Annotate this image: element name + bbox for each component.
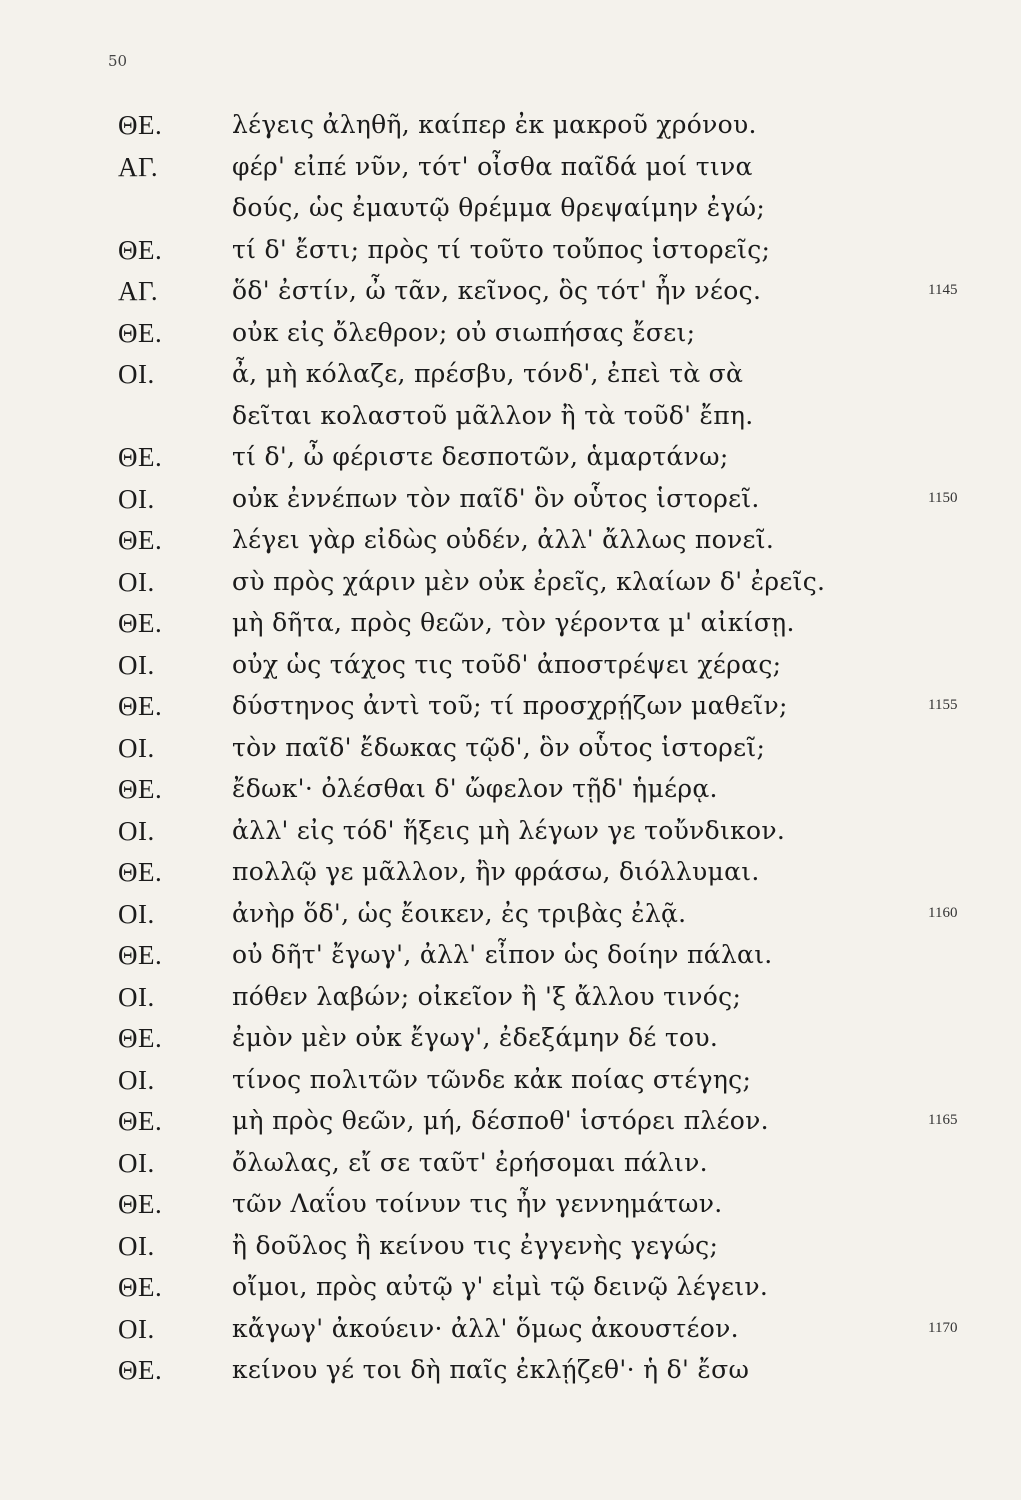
verse-line (0, 276, 1021, 318)
verse-text: ἀλλ' εἰς τόδ' ἥξεις μὴ λέγων γε τοὔνδικον. (232, 815, 786, 845)
verse-text: δούς, ὡς ἐμαυτῷ θρέμμα θρεψαίμην ἐγώ; (232, 193, 766, 222)
verse-line (0, 940, 1021, 982)
verse-line (0, 608, 1021, 650)
verse-line (0, 1106, 1021, 1148)
speaker-label: ΟΙ. (118, 649, 155, 680)
verse-line (0, 1355, 1021, 1397)
verse-text: ὄλωλας, εἴ σε ταῦτ' ἐρήσομαι πάλιν. (232, 1147, 708, 1177)
verse-line (0, 359, 1021, 401)
speaker-label: ΟΙ. (118, 359, 155, 389)
verse-line (0, 1189, 1021, 1231)
verse-line (0, 1023, 1021, 1065)
speaker-label: ΟΙ. (118, 1064, 155, 1095)
verse-line (0, 857, 1021, 899)
verse-text: τῶν Λαΐου τοίνυν τις ἦν γεννημάτων. (232, 1189, 723, 1218)
line-number: 1160 (928, 904, 958, 921)
speaker-label: ΟΙ. (118, 1313, 155, 1344)
verse-text: ἆ, μὴ κόλαζε, πρέσβυ, τόνδ', ἐπεὶ τὰ σὰ (232, 359, 744, 388)
speaker-label: ΟΙ. (118, 483, 155, 514)
verse-line (0, 982, 1021, 1024)
verse-text: τί δ' ἔστι; πρὸς τί τοῦτο τοὔπος ἱστορεῖς; (232, 234, 771, 264)
verse-line (0, 484, 1021, 526)
verse-line (0, 1231, 1021, 1273)
verse-text: λέγει γὰρ εἰδὼς οὐδέν, ἀλλ' ἄλλως πονεῖ. (232, 525, 775, 554)
verse-line (0, 442, 1021, 484)
verse-text: πόθεν λαβών; οἰκεῖον ἢ 'ξ ἄλλου τινός; (232, 981, 742, 1011)
verse-text: πολλῷ γε μᾶλλον, ἢν φράσω, διόλλυμαι. (232, 857, 760, 886)
speaker-label: ΟΙ. (118, 566, 155, 597)
speaker-label: ΘΕ. (118, 1106, 163, 1136)
verse-text: οὐχ ὡς τάχος τις τοῦδ' ἀποστρέψει χέρας; (232, 649, 782, 679)
verse-line (0, 774, 1021, 816)
verse-line (0, 1272, 1021, 1314)
speaker-label: ΟΙ. (118, 898, 155, 929)
verse-text: οὐκ εἰς ὄλεθρον; οὐ σιωπήσας ἔσει; (232, 317, 696, 347)
speaker-label: ΟΙ. (118, 1230, 155, 1261)
verse-text: σὺ πρὸς χάριν μὲν οὐκ ἐρεῖς, κλαίων δ' ἐρεῖς. (232, 566, 826, 596)
verse-text: ἀνὴρ ὅδ', ὡς ἔοικεν, ἐς τριβὰς ἐλᾷ. (232, 898, 687, 928)
verse-text: μὴ πρὸς θεῶν, μή, δέσποθ' ἱστόρει πλέον. (232, 1106, 769, 1135)
verse-line (0, 1065, 1021, 1107)
verse-line (0, 567, 1021, 609)
speaker-label: ΘΕ. (118, 940, 163, 970)
verse-text: τί δ', ὦ φέριστε δεσποτῶν, ἁμαρτάνω; (232, 442, 729, 471)
verse-line (0, 235, 1021, 277)
verse-text: οὐκ ἐννέπων τὸν παῖδ' ὃν οὗτος ἱστορεῖ. (232, 483, 760, 513)
verse-text: φέρ' εἰπέ νῦν, τότ' οἶσθα παῖδά μοί τινα (232, 151, 753, 181)
speaker-label: ΘΕ. (118, 442, 163, 472)
verse-line (0, 733, 1021, 775)
verse-text: κἄγωγ' ἀκούειν· ἀλλ' ὅμως ἀκουστέον. (232, 1313, 739, 1343)
speaker-label: ΘΕ. (118, 857, 163, 887)
verse-line (0, 1148, 1021, 1190)
line-number: 1170 (928, 1319, 958, 1336)
verse-line (0, 650, 1021, 692)
verse-text: μὴ δῆτα, πρὸς θεῶν, τὸν γέροντα μ' αἰκίσῃ. (232, 608, 795, 637)
verse-text: τίνος πολιτῶν τῶνδε κἀκ ποίας στέγης; (232, 1064, 752, 1094)
verse-text: κείνου γέ τοι δὴ παῖς ἐκλῄζεθ'· ἡ δ' ἔσω (232, 1355, 750, 1384)
verse-line (0, 110, 1021, 152)
speaker-label: ΘΕ. (118, 1272, 163, 1302)
line-number: 1145 (928, 282, 958, 298)
verse-line (0, 691, 1021, 733)
verse-line (0, 525, 1021, 567)
line-number: 1150 (928, 489, 958, 506)
verse-line (0, 816, 1021, 858)
speaker-label: ΟΙ. (118, 732, 155, 763)
verse-text: ἔδωκ'· ὀλέσθαι δ' ὤφελον τῇδ' ἡμέρᾳ. (232, 774, 718, 803)
speaker-label: ΘΕ. (118, 774, 163, 804)
verse-text: ἢ δοῦλος ἢ κείνου τις ἐγγενὴς γεγώς; (232, 1230, 719, 1260)
speaker-label: ΘΕ. (118, 317, 163, 348)
line-number: 1155 (928, 697, 958, 713)
verse-text: τὸν παῖδ' ἔδωκας τῷδ', ὃν οὗτος ἱστορεῖ; (232, 732, 766, 762)
speaker-label: ΘΕ. (118, 110, 163, 140)
verse-line (0, 401, 1021, 443)
verse-line (0, 318, 1021, 360)
speaker-label: ΟΙ. (118, 815, 155, 846)
verse-text: οὐ δῆτ' ἔγωγ', ἀλλ' εἶπον ὡς δοίην πάλαι. (232, 940, 773, 969)
page-number: 50 (108, 52, 128, 70)
verse-text: ἐμὸν μὲν οὐκ ἔγωγ', ἐδεξάμην δέ του. (232, 1023, 719, 1052)
verse-text: λέγεις ἀληθῆ, καίπερ ἐκ μακροῦ χρόνου. (232, 110, 757, 139)
speaker-label: ΘΕ. (118, 234, 163, 265)
speaker-label: ΘΕ. (118, 1355, 163, 1385)
verse-line (0, 152, 1021, 194)
speaker-label: ΘΕ. (118, 1189, 163, 1219)
speaker-label: ΟΙ. (118, 981, 155, 1012)
verse-text: δύστηνος ἀντὶ τοῦ; τί προσχρῄζων μαθεῖν; (232, 691, 788, 720)
verse-line (0, 899, 1021, 941)
verse-line (0, 193, 1021, 235)
speaker-label: ΘΕ. (118, 1023, 163, 1053)
verse-text: δεῖται κολαστοῦ μᾶλλον ἢ τὰ τοῦδ' ἔπη. (232, 400, 754, 430)
speaker-label: ΟΙ. (118, 1147, 155, 1178)
verse-line (0, 1314, 1021, 1356)
speaker-label: ΑΓ. (118, 276, 159, 306)
speaker-label: ΘΕ. (118, 691, 163, 721)
speaker-label: ΑΓ. (118, 151, 159, 182)
line-number: 1165 (928, 1112, 958, 1128)
verse-text: ὅδ' ἐστίν, ὦ τᾶν, κεῖνος, ὃς τότ' ἦν νέος. (232, 276, 762, 305)
speaker-label: ΘΕ. (118, 525, 163, 555)
speaker-label: ΘΕ. (118, 608, 163, 638)
verse-text: οἴμοι, πρὸς αὐτῷ γ' εἰμὶ τῷ δεινῷ λέγειν. (232, 1272, 769, 1301)
